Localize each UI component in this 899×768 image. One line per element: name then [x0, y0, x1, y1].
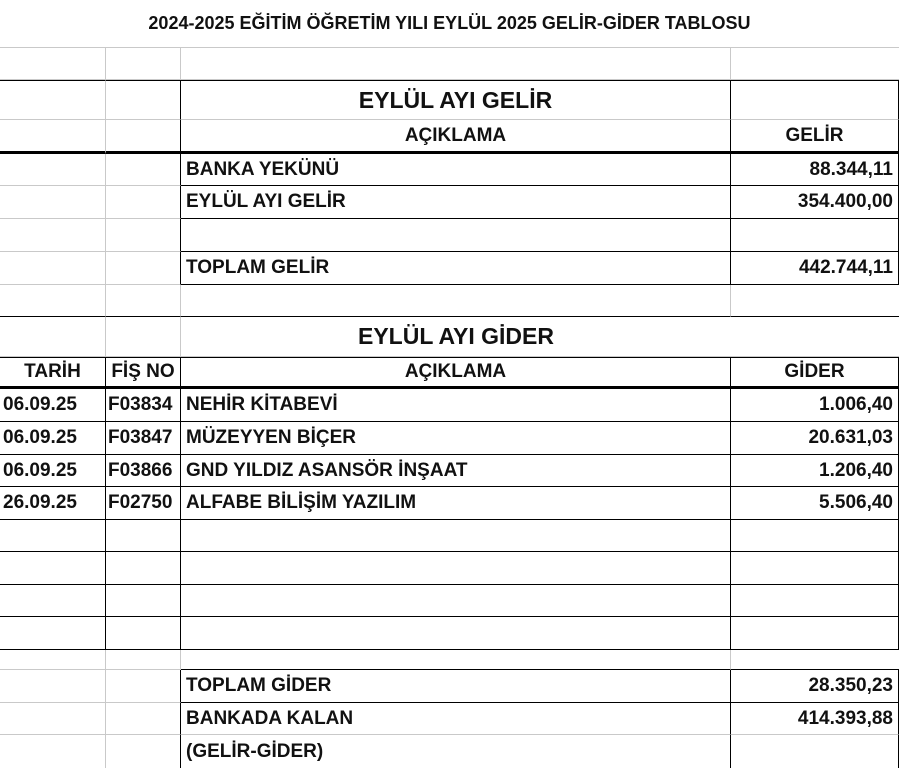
blank-cell[interactable]: [0, 186, 106, 219]
blank-cell[interactable]: [106, 650, 181, 670]
expense-row-desc[interactable]: ALFABE BİLİŞİM YAZILIM: [181, 487, 731, 520]
expense-row-receipt[interactable]: F03847: [106, 422, 181, 455]
formula-note[interactable]: (GELİR-GİDER): [181, 735, 731, 768]
income-row-amount[interactable]: 88.344,11: [731, 154, 899, 186]
blank-cell[interactable]: [181, 650, 731, 670]
expense-row-desc[interactable]: NEHİR KİTABEVİ: [181, 389, 731, 422]
income-row-desc[interactable]: EYLÜL AYI GELİR: [181, 186, 731, 219]
blank-cell[interactable]: [106, 703, 181, 735]
expense-row-amount[interactable]: 5.506,40: [731, 487, 899, 520]
blank-cell[interactable]: [731, 48, 899, 80]
expense-row-date[interactable]: 26.09.25: [0, 487, 106, 520]
expense-row-date[interactable]: 06.09.25: [0, 455, 106, 487]
blank-cell[interactable]: [106, 252, 181, 285]
income-total-label[interactable]: TOPLAM GELİR: [181, 252, 731, 285]
blank-cell[interactable]: [731, 650, 899, 670]
blank-cell[interactable]: [0, 80, 106, 120]
expense-row-receipt[interactable]: F03866: [106, 455, 181, 487]
expense-amount-header[interactable]: GİDER: [731, 357, 899, 389]
total-expense-value[interactable]: 28.350,23: [731, 670, 899, 703]
blank-cell[interactable]: [0, 650, 106, 670]
expense-row-receipt[interactable]: F03834: [106, 389, 181, 422]
blank-cell[interactable]: [106, 219, 181, 252]
blank-cell[interactable]: [731, 317, 899, 357]
income-row-amount[interactable]: 354.400,00: [731, 186, 899, 219]
expense-row-date[interactable]: 06.09.25: [0, 389, 106, 422]
blank-cell[interactable]: [181, 552, 731, 585]
income-total-value[interactable]: 442.744,11: [731, 252, 899, 285]
expense-row-desc[interactable]: MÜZEYYEN BİÇER: [181, 422, 731, 455]
expense-receipt-header[interactable]: FİŞ NO: [106, 357, 181, 389]
blank-cell[interactable]: [731, 735, 899, 768]
blank-cell[interactable]: [181, 585, 731, 617]
blank-cell[interactable]: [0, 154, 106, 186]
expense-row-amount[interactable]: 1.206,40: [731, 455, 899, 487]
blank-cell[interactable]: [0, 585, 106, 617]
blank-cell[interactable]: [106, 186, 181, 219]
income-amount-header[interactable]: GELİR: [731, 120, 899, 154]
sheet-title[interactable]: 2024-2025 EĞİTİM ÖĞRETİM YILI EYLÜL 2025 GELİR-GİDER TABLOSU: [0, 0, 899, 48]
income-row-desc[interactable]: BANKA YEKÜNÜ: [181, 154, 731, 186]
blank-cell[interactable]: [181, 617, 731, 650]
expense-row-amount[interactable]: 1.006,40: [731, 389, 899, 422]
income-desc-header[interactable]: AÇIKLAMA: [181, 120, 731, 154]
expense-row-receipt[interactable]: F02750: [106, 487, 181, 520]
blank-cell[interactable]: [731, 585, 899, 617]
income-heading[interactable]: EYLÜL AYI GELİR: [181, 80, 731, 120]
expense-date-header[interactable]: TARİH: [0, 357, 106, 389]
blank-cell[interactable]: [106, 285, 181, 317]
expense-row-amount[interactable]: 20.631,03: [731, 422, 899, 455]
blank-cell[interactable]: [731, 80, 899, 120]
blank-cell[interactable]: [106, 520, 181, 552]
blank-cell[interactable]: [0, 520, 106, 552]
blank-cell[interactable]: [106, 317, 181, 357]
blank-cell[interactable]: [106, 120, 181, 154]
blank-cell[interactable]: [0, 285, 106, 317]
blank-cell[interactable]: [0, 552, 106, 585]
blank-cell[interactable]: [731, 520, 899, 552]
blank-cell[interactable]: [731, 285, 899, 317]
blank-cell[interactable]: [0, 735, 106, 768]
blank-cell[interactable]: [181, 285, 731, 317]
blank-cell[interactable]: [0, 120, 106, 154]
blank-cell[interactable]: [0, 703, 106, 735]
blank-cell[interactable]: [106, 735, 181, 768]
expense-heading[interactable]: EYLÜL AYI GİDER: [181, 317, 731, 357]
expense-row-desc[interactable]: GND YILDIZ ASANSÖR İNŞAAT: [181, 455, 731, 487]
total-expense-label[interactable]: TOPLAM GİDER: [181, 670, 731, 703]
blank-cell[interactable]: [106, 617, 181, 650]
blank-cell[interactable]: [106, 80, 181, 120]
blank-cell[interactable]: [106, 670, 181, 703]
blank-cell[interactable]: [0, 219, 106, 252]
bank-remaining-value[interactable]: 414.393,88: [731, 703, 899, 735]
blank-cell[interactable]: [731, 219, 899, 252]
blank-cell[interactable]: [0, 252, 106, 285]
blank-cell[interactable]: [181, 48, 731, 80]
blank-cell[interactable]: [731, 617, 899, 650]
expense-desc-header[interactable]: AÇIKLAMA: [181, 357, 731, 389]
blank-cell[interactable]: [106, 552, 181, 585]
blank-cell[interactable]: [0, 670, 106, 703]
blank-cell[interactable]: [0, 48, 106, 80]
blank-cell[interactable]: [0, 317, 106, 357]
blank-cell[interactable]: [731, 552, 899, 585]
blank-cell[interactable]: [181, 520, 731, 552]
blank-cell[interactable]: [106, 48, 181, 80]
blank-cell[interactable]: [106, 154, 181, 186]
blank-cell[interactable]: [106, 585, 181, 617]
blank-cell[interactable]: [0, 617, 106, 650]
expense-row-date[interactable]: 06.09.25: [0, 422, 106, 455]
bank-remaining-label[interactable]: BANKADA KALAN: [181, 703, 731, 735]
blank-cell[interactable]: [181, 219, 731, 252]
